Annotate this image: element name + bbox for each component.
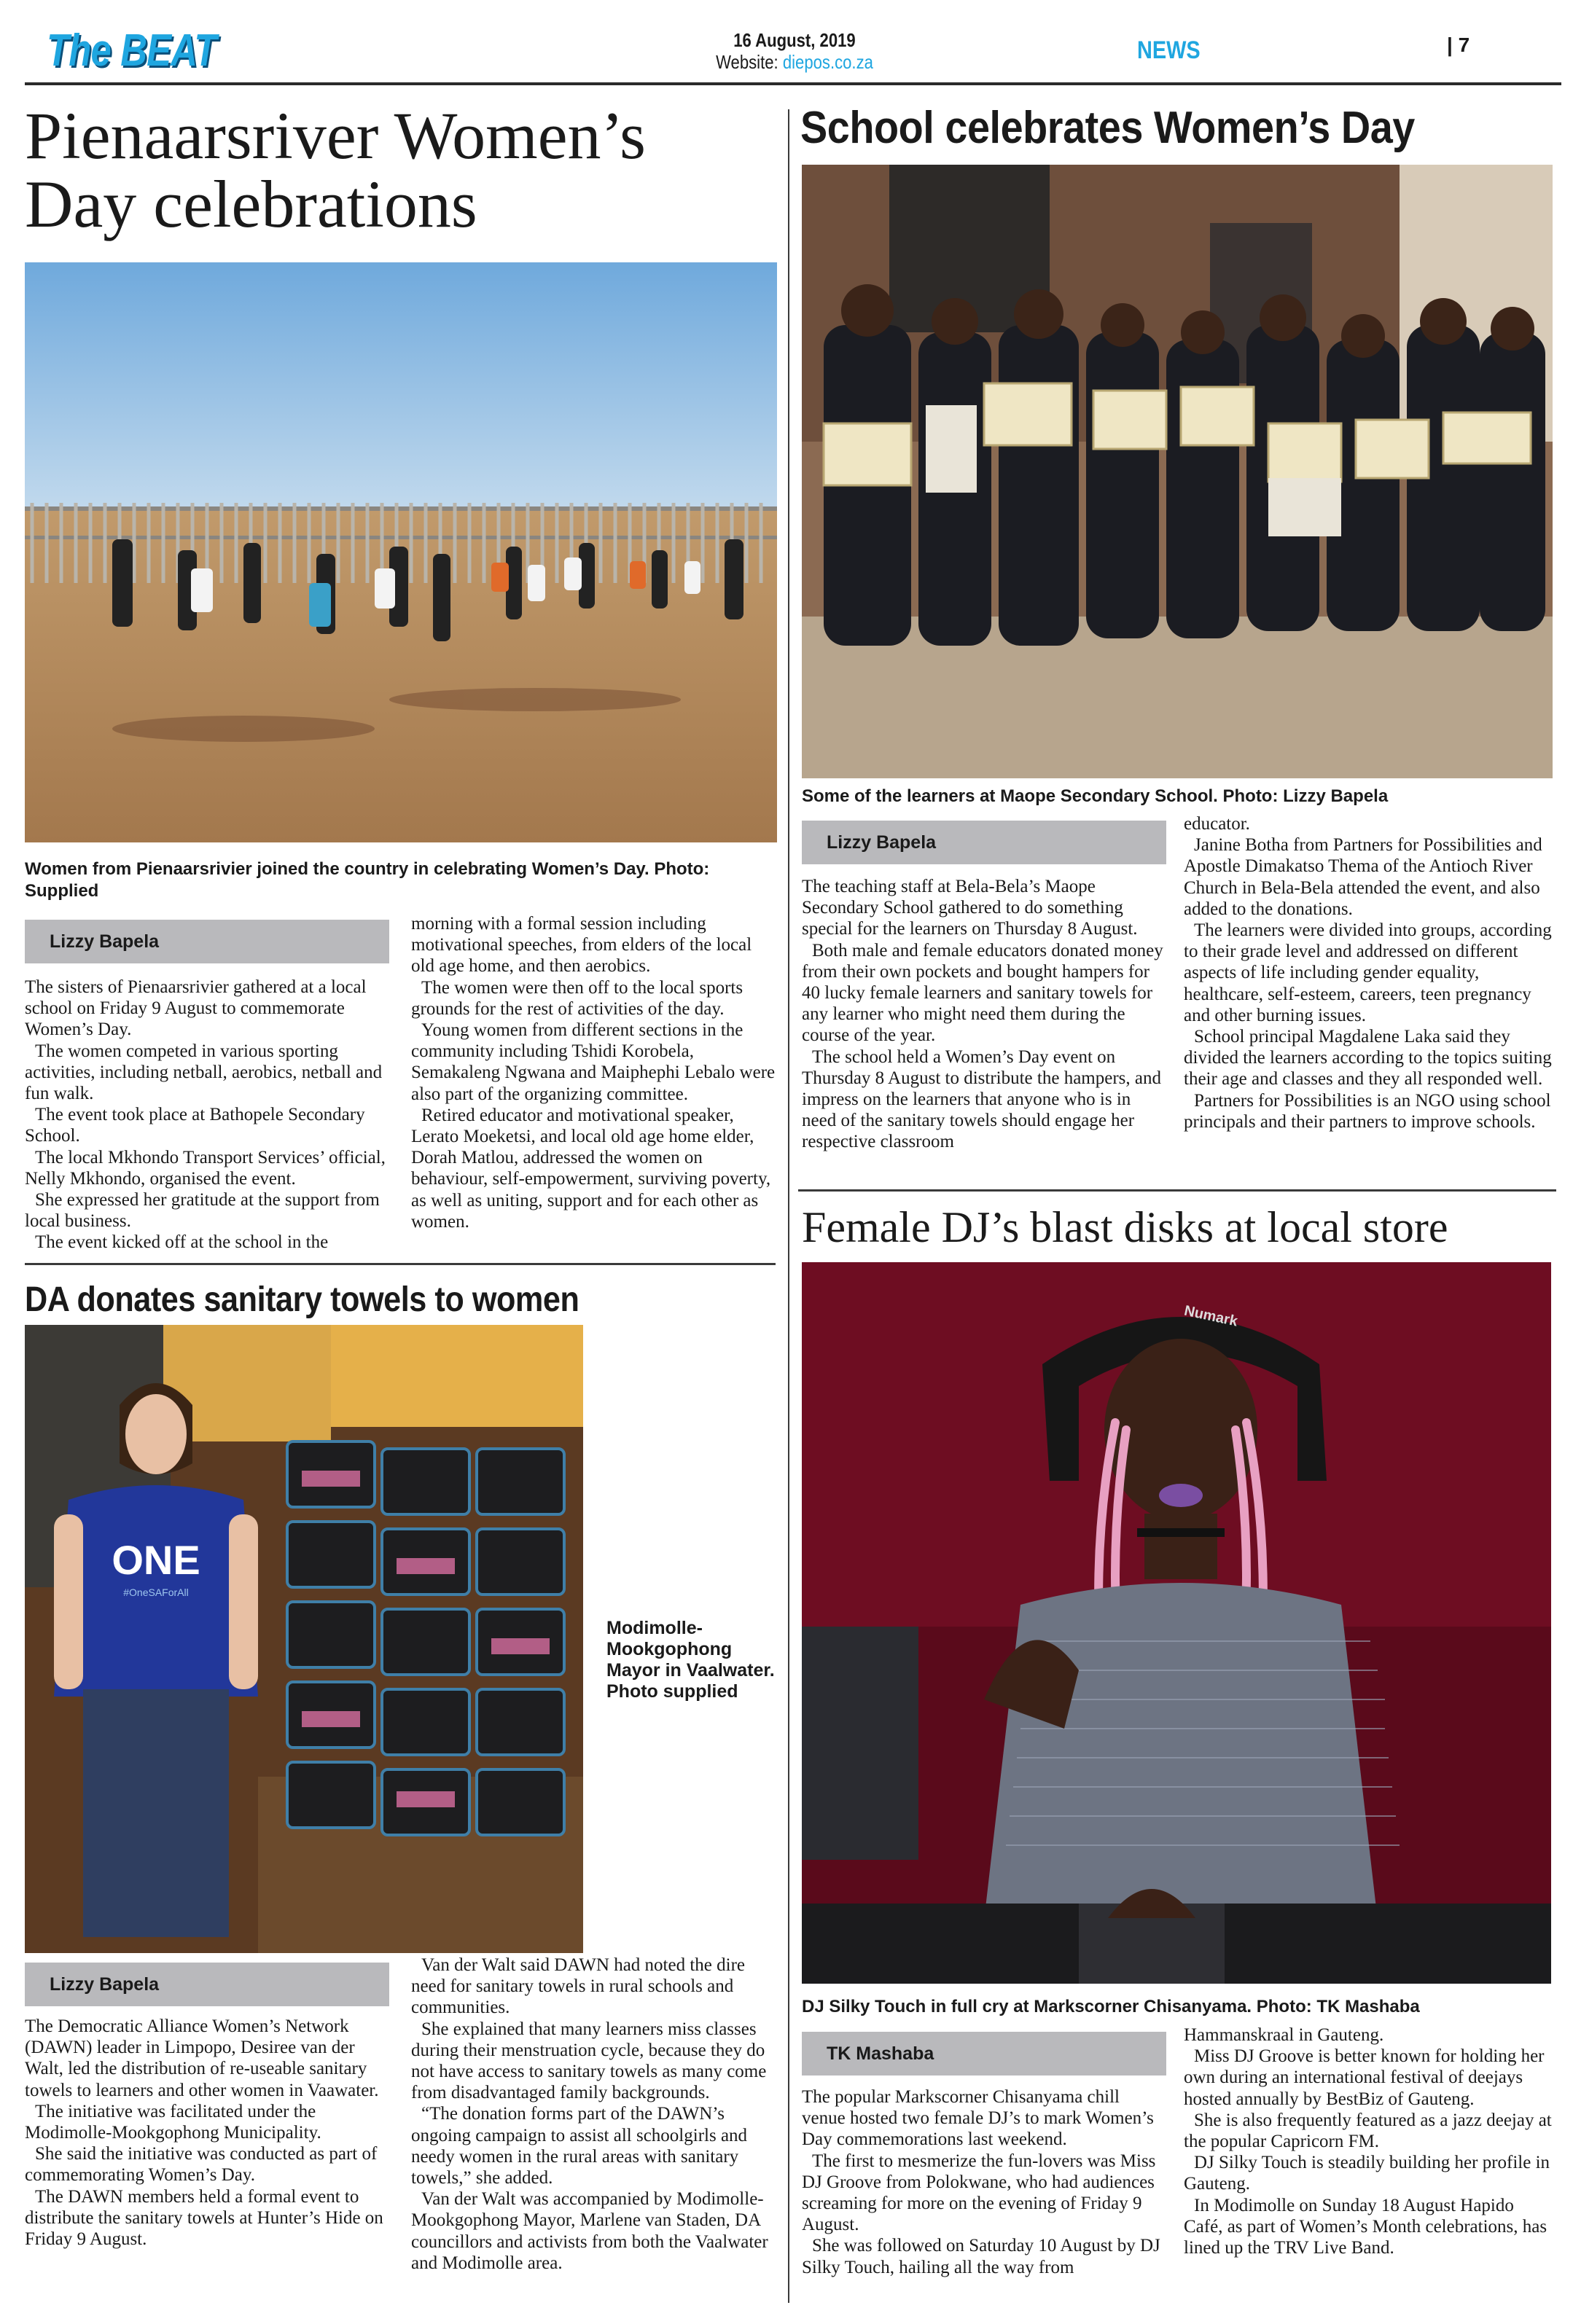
- article-headline: School celebrates Women’s Day: [800, 103, 1415, 153]
- paragraph: The learners were divided into groups, according to their grade level and addressed on different aspects of life including gender equality, healthcare, self-esteem, careers, teen pregnancy and other burning issues.: [1184, 920, 1552, 1025]
- paragraph: Van der Walt was accompanied by Modimolle-Mookgophong Mayor, Marlene van Staden, DA councillors and activists from both the Vaalwater and Modimolle area.: [411, 2189, 768, 2273]
- article-column-2: [411, 1955, 779, 2274]
- paragraph: She was followed on Saturday 10 August by DJ Silky Touch, hailing all the way from: [802, 2236, 1160, 2277]
- dateline: [677, 29, 913, 73]
- section-label: NEWS: [1137, 36, 1201, 64]
- article-column-2: [1184, 2024, 1556, 2258]
- paragraph: The women were then off to the local sports grounds for the rest of activities of the day.: [411, 977, 743, 1019]
- paragraph: “The donation forms part of the DAWN’s ongoing campaign to assist all schoolgirls and needy women in the rural areas with sanitary towels,” she added.: [411, 2104, 748, 2188]
- paragraph: Young women from different sections in the community including Tshidi Korobela, Semakaleng Ngwana and Maiphephi Lebalo were also part of the organizing committee.: [411, 1020, 776, 1104]
- paragraph: The event took place at Bathopele Secondary School.: [25, 1105, 365, 1146]
- website-link[interactable]: diepos.co.za: [782, 51, 873, 73]
- paragraph: The sisters of Pienaarsrivier gathered at a local school on Friday 9 August to commemorate Women’s Day.: [25, 977, 367, 1040]
- paragraph: The event kicked off at the school in the: [35, 1232, 329, 1253]
- photo-caption: Modimolle-Mookgophong Mayor in Vaalwater. Photo supplied: [606, 1618, 775, 1702]
- aerobics-photo-image: [25, 262, 777, 842]
- article-divider: [798, 1189, 1556, 1192]
- photo-caption: Some of the learners at Maope Secondary School. Photo: Lizzy Bapela: [802, 786, 1389, 806]
- photo-caption: DJ Silky Touch in full cry at Markscorner Chisanyama. Photo: TK Mashaba: [802, 1997, 1420, 2016]
- paragraph: She explained that many learners miss classes during their menstruation cycle, because they do not have access to sanitary towels as many come from disadvantaged family backgrounds.: [411, 2019, 767, 2103]
- paragraph: Both male and female educators donated money from their own pockets and bought hampers for 40 lucky female learners and sanitary towels for any learner who might need them during the course of the year.: [802, 940, 1163, 1046]
- author-name: TK Mashaba: [827, 2043, 934, 2064]
- tshirt-logo-text: ONE: [112, 1537, 200, 1583]
- paragraph: She said the initiative was conducted as part of commemorating Women’s Day.: [25, 2144, 378, 2186]
- article-column-1: [802, 2086, 1166, 2278]
- author-name: Lizzy Bapela: [50, 1973, 160, 1995]
- paragraph: Miss DJ Groove is better known for holding her own during an international festival of deejays hosted annually by BestBiz of Gauteng.: [1184, 2046, 1545, 2109]
- paragraph: morning with a formal session including motivational speeches, from elders of the local old age home, and then aerobics.: [411, 914, 752, 977]
- paragraph: She is also frequently featured as a jazz deejay at the popular Capricorn FM.: [1184, 2110, 1552, 2152]
- paragraph: Van der Walt said DAWN had noted the dire need for sanitary towels in rural schools and communities.: [411, 1955, 746, 2018]
- paragraph: The first to mesmerize the fun-lovers was Miss DJ Groove from Polokwane, who had audiences screaming for more on the evening of Friday 9 August.: [802, 2151, 1156, 2235]
- article-column-1: [25, 2016, 393, 2250]
- paragraph: The Democratic Alliance Women’s Network (DAWN) leader in Limpopo, Desiree van der Walt, led the distribution of re-useable sanitary towels to learners and other women in Vaawater.: [25, 2016, 379, 2100]
- paragraph: The popular Markscorner Chisanyama chill venue hosted two female DJ’s to mark Women’s Day commemorations last weekend.: [802, 2087, 1154, 2150]
- article-headline: Pienaarsriver Women’s Day celebrations: [25, 98, 646, 241]
- website-label: Website:: [716, 51, 778, 73]
- byline: [802, 821, 1166, 864]
- article-headline: Female DJ’s blast disks at local store: [802, 1203, 1448, 1251]
- da-mayor-photo-image: [25, 1325, 583, 1953]
- publication-logo: The BEAT: [47, 26, 216, 76]
- dj-photo-image: [802, 1262, 1551, 1984]
- article-divider: [25, 1263, 776, 1265]
- dj-photo: [802, 1262, 1551, 1984]
- paragraph: The initiative was facilitated under the Modimolle-Mookgophong Municipality.: [25, 2101, 321, 2143]
- masthead-divider: [25, 82, 1561, 85]
- article-column-1: [25, 977, 389, 1253]
- issue-date: 16 August, 2019: [733, 29, 856, 51]
- paragraph: The school held a Women’s Day event on Thursday 8 August to distribute the hampers, and impress on the learners that anyone who is in need of the sanitary towels should engage her respective classroom: [802, 1046, 1161, 1152]
- author-name: Lizzy Bapela: [827, 832, 937, 853]
- learners-photo: [802, 165, 1553, 778]
- photo-caption: Women from Pienaarsrivier joined the country in celebrating Women’s Day. Photo: Supplied: [25, 859, 710, 901]
- paragraph: In Modimolle on Sunday 18 August Hapido Café, as part of Women’s Month celebrations, has lined up the TRV Live Band.: [1184, 2195, 1547, 2258]
- byline: [802, 2032, 1166, 2075]
- author-name: Lizzy Bapela: [50, 931, 160, 952]
- aerobics-photo: [25, 262, 777, 842]
- paragraph: educator.: [1184, 814, 1250, 834]
- paragraph: The women competed in various sporting activities, including netball, aerobics, netball and fun walk.: [25, 1041, 383, 1104]
- paragraph: She expressed her gratitude at the support from local business.: [25, 1190, 380, 1232]
- paragraph: Partners for Possibilities is an NGO using school principals and their partners to improve schools.: [1184, 1090, 1551, 1132]
- article-column-2: [411, 913, 776, 1232]
- learners-photo-image: [802, 165, 1553, 778]
- headphone-brand: Numark: [1182, 1302, 1239, 1330]
- article-headline: DA donates sanitary towels to women: [25, 1280, 579, 1319]
- paragraph: Retired educator and motivational speaker, Lerato Moeketsi, and local old age home elder, Dorah Matlou, addressed the women on behaviour, self-empowerment, surviving poverty, as well as uniting, support and for each other as women.: [411, 1105, 771, 1232]
- paragraph: DJ Silky Touch is steadily building her profile in Gauteng.: [1184, 2153, 1550, 2194]
- paragraph: The local Mkhondo Transport Services’ official, Nelly Mkhondo, organised the event.: [25, 1147, 386, 1189]
- byline: [25, 920, 389, 963]
- da-mayor-photo: [25, 1325, 583, 1953]
- article-column-2: [1184, 813, 1556, 1132]
- paragraph: The DAWN members held a formal event to distribute the sanitary towels at Hunter’s Hide on Friday 9 August.: [25, 2186, 383, 2250]
- paragraph: Hammanskraal in Gauteng.: [1184, 2025, 1384, 2045]
- page-number: | 7: [1447, 34, 1470, 56]
- article-column-1: [802, 876, 1166, 1153]
- column-divider: [788, 109, 789, 2303]
- paragraph: School principal Magdalene Laka said they divided the learners according to the topics suiting their age and classes and they all responded well.: [1184, 1027, 1552, 1089]
- paragraph: Janine Botha from Partners for Possibilities and Apostle Dimakatso Thema of the Antioch River Church in Bela-Bela attended the event, and also added to the donations.: [1184, 835, 1542, 919]
- paragraph: The teaching staff at Bela-Bela’s Maope Secondary School gathered to do something special for the learners on Thursday 8 August.: [802, 877, 1138, 939]
- byline: [25, 1963, 389, 2006]
- tshirt-hashtag-text: #OneSAForAll: [123, 1586, 189, 1598]
